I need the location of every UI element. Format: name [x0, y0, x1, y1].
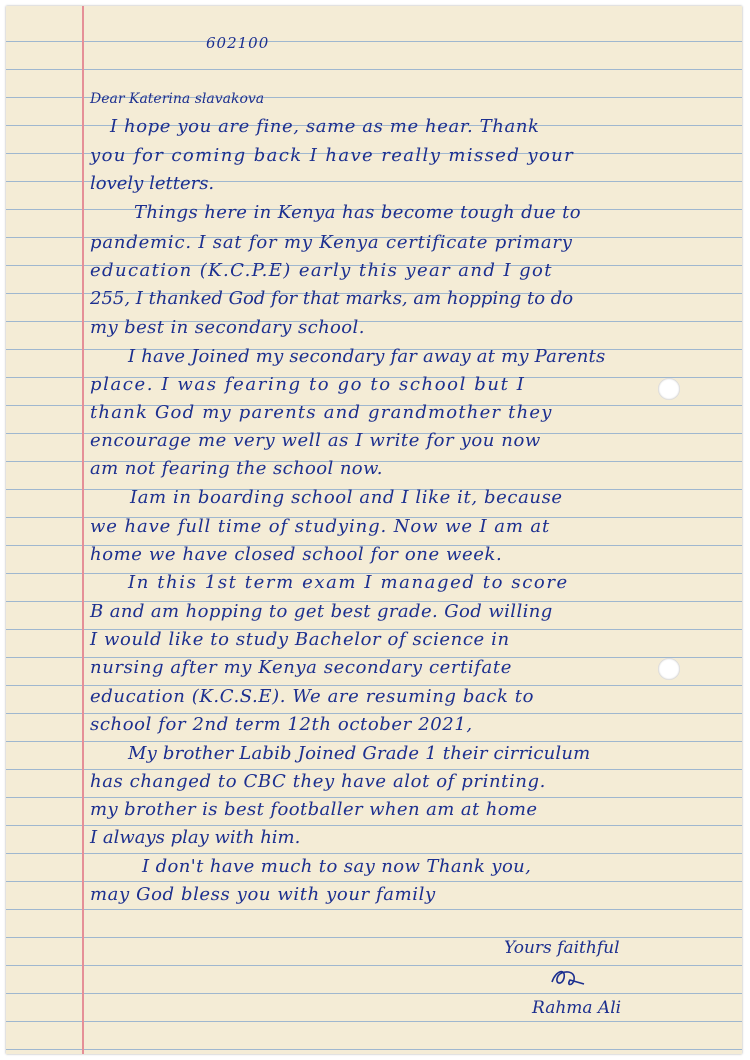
letter-line: thank God my parents and grandmother they: [90, 402, 553, 423]
letter-line: I don't have much to say now Thank you,: [142, 856, 532, 877]
reference-number: 602100: [206, 34, 270, 52]
salutation: Dear Katerina slavakova: [90, 91, 265, 107]
letter-line: Iam in boarding school and I like it, because: [130, 487, 563, 508]
letter-line: B and am hopping to get best grade. God willing: [90, 601, 553, 622]
letter-line: In this 1st term exam I managed to score: [128, 572, 569, 593]
margin-line: [82, 6, 84, 1054]
letter-line: school for 2nd term 12th october 2021,: [90, 714, 473, 735]
letter-line: I hope you are fine, same as me hear. Thank: [110, 116, 540, 137]
letter-line: we have full time of studying. Now we I am at: [90, 516, 551, 537]
letter-line: home we have closed school for one week.: [90, 544, 503, 565]
letter-line: I always play with him.: [90, 827, 301, 848]
signer-name: Rahma Ali: [532, 998, 622, 1018]
letter-line: encourage me very well as I write for you now: [90, 430, 541, 451]
letter-line: nursing after my Kenya secondary certifate: [90, 657, 512, 678]
letter-line: lovely letters.: [90, 173, 215, 194]
letter-line: Things here in Kenya has become tough due to: [134, 202, 582, 223]
punch-hole: [658, 378, 680, 400]
punch-hole: [658, 658, 680, 680]
letter-line: I would like to study Bachelor of science in: [90, 629, 510, 650]
letter-line: place. I was fearing to go to school but I: [90, 374, 526, 395]
letter-line: has changed to CBC they have alot of printing.: [90, 771, 546, 792]
letter-line: 255, I thanked God for that marks, am hopping to do: [90, 288, 574, 309]
letter-line: am not fearing the school now.: [90, 458, 383, 479]
letter-line: my brother is best footballer when am at home: [90, 799, 538, 820]
letter-line: my best in secondary school.: [90, 317, 365, 338]
letter-line: may God bless you with your family: [90, 884, 436, 905]
closing: Yours faithful: [504, 938, 620, 958]
letter-line: education (K.C.S.E). We are resuming back to: [90, 686, 535, 707]
signature-mark: [546, 964, 590, 990]
letter-page: [6, 6, 742, 1054]
letter-line: I have Joined my secondary far away at my Parents: [128, 346, 606, 367]
letter-line: My brother Labib Joined Grade 1 their cirriculum: [128, 743, 591, 764]
letter-line: you for coming back I have really missed your: [90, 145, 575, 166]
letter-line: education (K.C.P.E) early this year and I got: [90, 260, 553, 281]
letter-line: pandemic. I sat for my Kenya certificate primary: [90, 232, 573, 253]
